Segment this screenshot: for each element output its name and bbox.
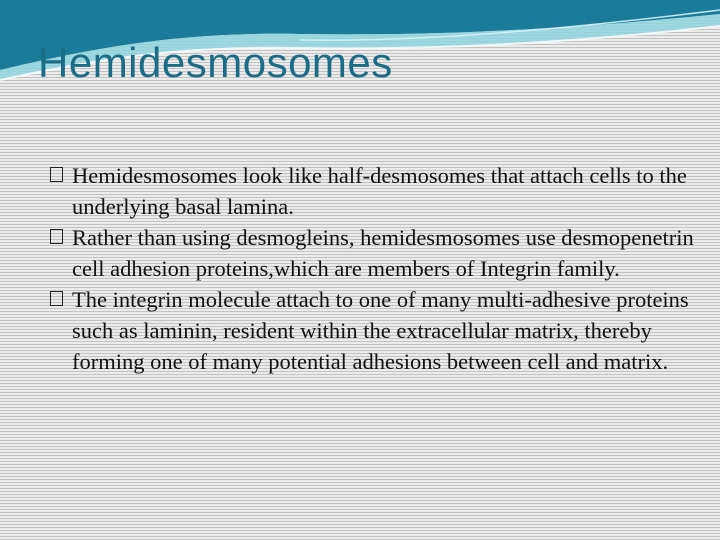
bullet-item	[48, 222, 698, 284]
bullet-list	[48, 160, 698, 377]
slide-title: Hemidesmosomes	[38, 39, 393, 86]
bullet-item	[48, 160, 698, 222]
bullet-text: The integrin molecule attach to one of many multi-adhesive proteins such as laminin, resident within the extracellular matrix, thereby forming one of many potential adhesions between cell and matrix.	[72, 287, 689, 374]
bullet-text: Hemidesmosomes look like half-desmosomes that attach cells to the underlying basal lamina.	[72, 163, 687, 219]
bullet-item	[48, 284, 698, 377]
missing-glyph-box-icon	[50, 229, 63, 244]
bullet-text: Rather than using desmogleins, hemidesmosomes use desmopenetrin cell adhesion proteins,which are members of Integrin family.	[72, 225, 694, 281]
missing-glyph-box-icon	[50, 291, 63, 306]
missing-glyph-box-icon	[50, 167, 63, 182]
